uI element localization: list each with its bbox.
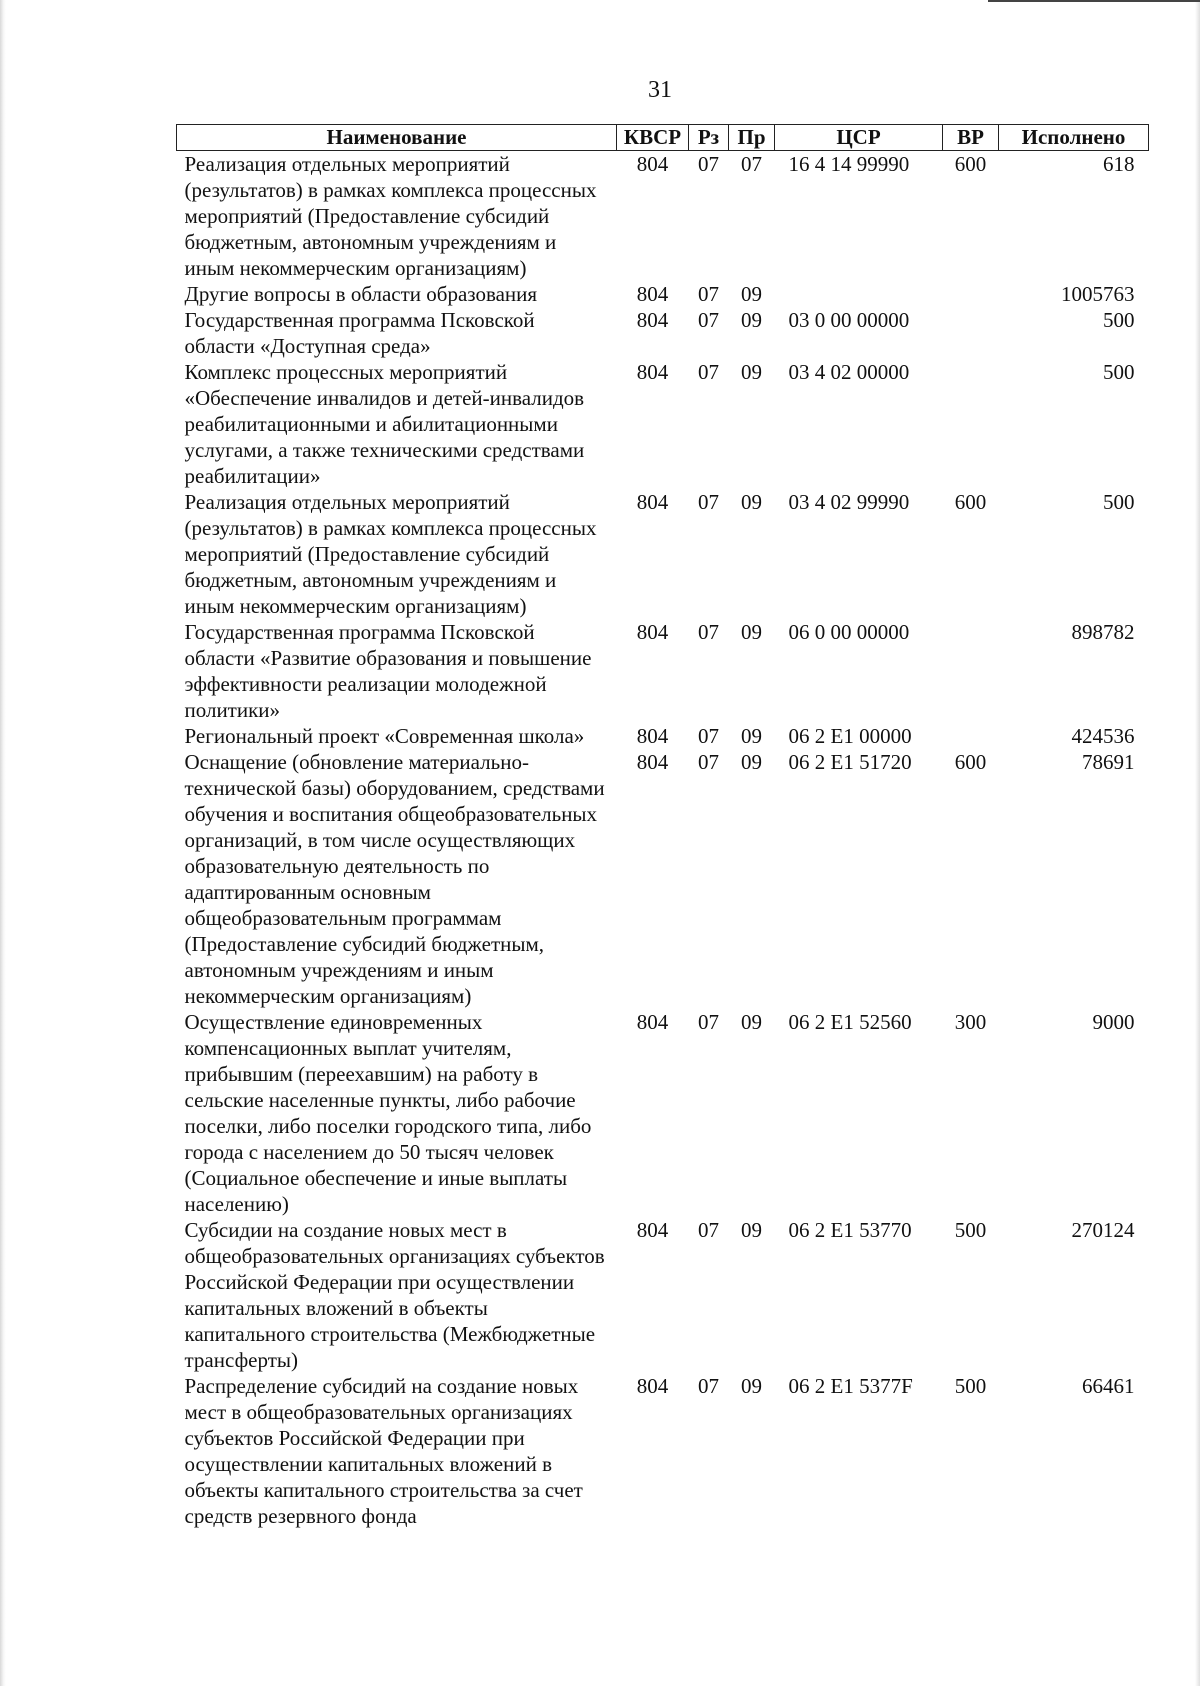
header-rz: Рз — [689, 125, 729, 151]
row-csr: 03 0 00 00000 — [788, 308, 910, 332]
row-csr: 06 2 E1 52560 — [788, 1010, 912, 1034]
row-kvsr: 804 — [636, 308, 669, 332]
row-vr — [943, 619, 999, 723]
page-number: 31 — [648, 77, 672, 103]
table-row — [177, 307, 1149, 359]
row-vr: 500 — [954, 1374, 987, 1398]
row-name: Распределение субсидий на создание новых мест в общеобразовательных организациях субъектов Российской Федерации при осуществлении капитальных вложений в объекты капитального строительства за счет средств резервного фонда — [184, 1374, 583, 1528]
row-name: Реализация отдельных мероприятий (результатов) в рамках комплекса процессных мероприятий (Предоставление субсидий бюджетным, автономным учреждениям и иным некоммерческим организациям) — [184, 152, 597, 280]
row-kvsr: 804 — [636, 724, 669, 748]
row-rz: 07 — [698, 1218, 719, 1242]
row-vr — [943, 307, 999, 359]
row-pr: 09 — [741, 1218, 762, 1242]
row-vr: 600 — [954, 750, 987, 774]
table-header — [177, 125, 1149, 151]
row-name: Комплекс процессных мероприятий «Обеспечение инвалидов и детей-инвалидов реабилитационными и абилитационными услугами, а также техническими средствами реабилитации» — [184, 360, 585, 488]
row-rz: 07 — [698, 724, 719, 748]
row-rz: 07 — [698, 620, 719, 644]
row-executed: 898782 — [1071, 620, 1135, 644]
row-pr: 09 — [741, 490, 762, 514]
row-kvsr: 804 — [636, 152, 669, 176]
row-executed: 1005763 — [1061, 282, 1135, 306]
row-csr: 06 0 00 00000 — [788, 620, 910, 644]
row-name: Государственная программа Псковской области «Доступная среда» — [184, 308, 535, 358]
budget-table — [176, 124, 1149, 1529]
row-name: Осуществление единовременных компенсационных выплат учителям, прибывшим (переехавшим) на работу в сельские населенные пункты, либо рабочие поселки, либо поселки городского типа, либо города с населением до 50 тысяч человек (Социальное обеспечение и иные выплаты населению) — [184, 1010, 592, 1216]
header-vr: ВР — [943, 125, 999, 151]
row-executed: 270124 — [1071, 1218, 1135, 1242]
row-rz: 07 — [698, 1374, 719, 1398]
row-csr: 03 4 02 99990 — [788, 490, 910, 514]
table-row — [177, 1373, 1149, 1529]
table-row — [177, 281, 1149, 307]
row-rz: 07 — [698, 152, 719, 176]
table-body — [177, 151, 1149, 1530]
row-pr: 09 — [741, 308, 762, 332]
row-csr — [775, 281, 943, 307]
row-vr — [943, 723, 999, 749]
table-row — [177, 619, 1149, 723]
row-vr — [943, 359, 999, 489]
row-name: Реализация отдельных мероприятий (результатов) в рамках комплекса процессных мероприятий (Предоставление субсидий бюджетным, автономным учреждениям и иным некоммерческим организациям) — [184, 490, 597, 618]
row-csr: 06 2 E1 53770 — [788, 1218, 912, 1242]
header-executed: Исполнено — [999, 125, 1149, 151]
row-vr: 300 — [954, 1010, 987, 1034]
row-csr: 16 4 14 99990 — [788, 152, 910, 176]
scan-top-mark — [988, 0, 1200, 2]
row-rz: 07 — [698, 360, 719, 384]
row-kvsr: 804 — [636, 360, 669, 384]
row-kvsr: 804 — [636, 750, 669, 774]
row-pr: 09 — [741, 282, 762, 306]
row-pr: 09 — [741, 750, 762, 774]
header-name: Наименование — [177, 125, 617, 151]
scan-edge-left — [0, 0, 6, 1686]
row-name: Государственная программа Псковской области «Развитие образования и повышение эффективности реализации молодежной политики» — [184, 620, 592, 722]
row-kvsr: 804 — [636, 490, 669, 514]
row-pr: 09 — [741, 620, 762, 644]
row-kvsr: 804 — [636, 1218, 669, 1242]
row-vr: 500 — [954, 1218, 987, 1242]
row-csr: 06 2 E1 00000 — [788, 724, 912, 748]
row-executed: 9000 — [1092, 1010, 1135, 1034]
table-row — [177, 489, 1149, 619]
row-csr: 06 2 E1 51720 — [788, 750, 912, 774]
row-executed: 78691 — [1082, 750, 1135, 774]
table-row — [177, 359, 1149, 489]
row-pr: 09 — [741, 724, 762, 748]
table-row — [177, 749, 1149, 1009]
row-executed: 500 — [1103, 308, 1135, 332]
row-rz: 07 — [698, 490, 719, 514]
row-rz: 07 — [698, 308, 719, 332]
row-csr: 06 2 E1 5377F — [788, 1374, 913, 1398]
row-rz: 07 — [698, 750, 719, 774]
row-pr: 09 — [741, 1374, 762, 1398]
row-kvsr: 804 — [636, 1374, 669, 1398]
table-row — [177, 723, 1149, 749]
row-pr: 07 — [741, 152, 762, 176]
row-kvsr: 804 — [636, 1010, 669, 1034]
row-pr: 09 — [741, 360, 762, 384]
header-pr: Пр — [729, 125, 775, 151]
row-kvsr: 804 — [636, 282, 669, 306]
row-executed: 500 — [1103, 490, 1135, 514]
row-name: Оснащение (обновление материально-технической базы) оборудованием, средствами обучения и воспитания общеобразовательных организаций, в том числе осуществляющих образовательную деятельность по адаптированным основным общеобразовательным программам (Предоставление субсидий бюджетным, автономным учреждениям и иным некоммерческим организациям) — [184, 750, 605, 1008]
row-executed: 618 — [1103, 152, 1135, 176]
row-rz: 07 — [698, 1010, 719, 1034]
row-executed: 500 — [1103, 360, 1135, 384]
header-row — [177, 125, 1149, 151]
row-name: Региональный проект «Современная школа» — [184, 724, 585, 748]
row-rz: 07 — [698, 282, 719, 306]
row-executed: 66461 — [1082, 1374, 1135, 1398]
row-vr: 600 — [954, 490, 987, 514]
header-kvsr: КВСР — [617, 125, 689, 151]
row-kvsr: 804 — [636, 620, 669, 644]
row-csr: 03 4 02 00000 — [788, 360, 910, 384]
row-vr: 600 — [954, 152, 987, 176]
row-vr — [943, 281, 999, 307]
row-executed: 424536 — [1071, 724, 1135, 748]
header-csr: ЦСР — [775, 125, 943, 151]
scan-edge-right — [1195, 0, 1200, 1686]
row-name: Субсидии на создание новых мест в общеобразовательных организациях субъектов Российской Федерации при осуществлении капитальных вложений в объекты капитального строительства (Межбюджетные трансферты) — [184, 1218, 605, 1372]
row-pr: 09 — [741, 1010, 762, 1034]
table-row — [177, 1217, 1149, 1373]
table-row — [177, 1009, 1149, 1217]
row-name: Другие вопросы в области образования — [184, 282, 538, 306]
table-row — [177, 151, 1149, 282]
